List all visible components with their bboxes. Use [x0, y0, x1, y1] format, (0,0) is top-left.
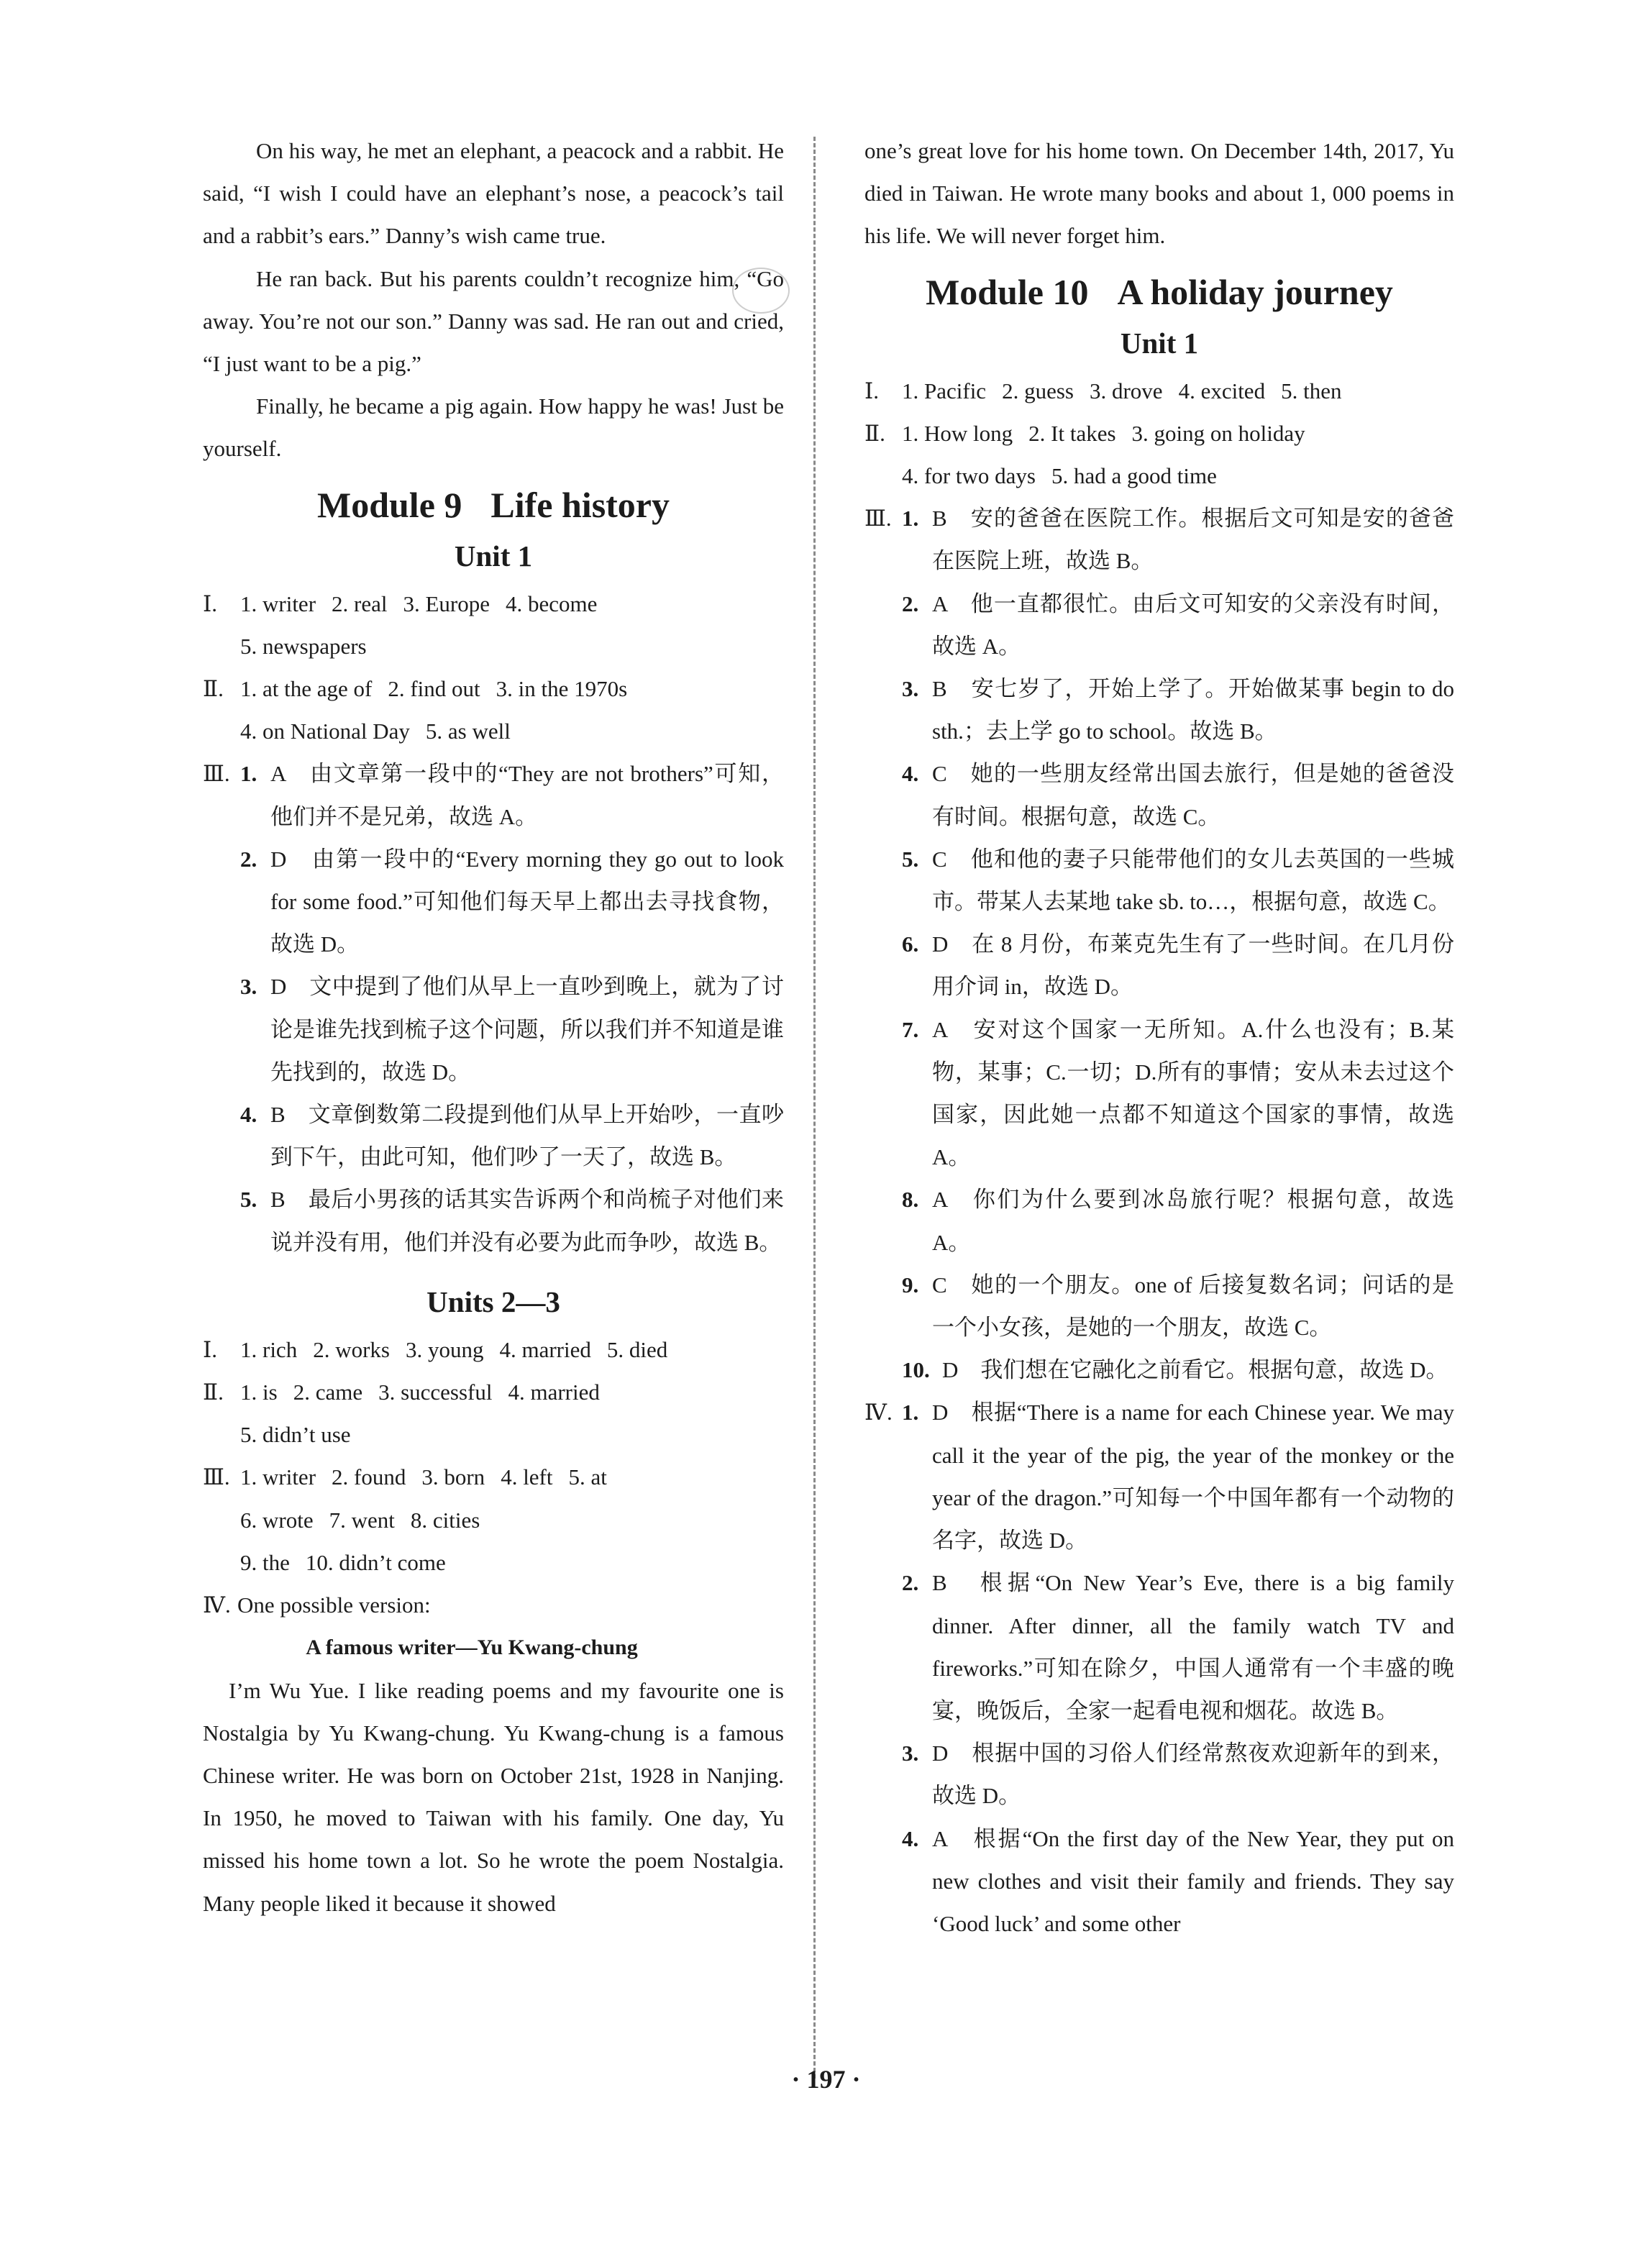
explanation-text: D 在 8 月份，布莱克先生有了一些时间。在几月份用介词 in，故选 D。: [932, 931, 1454, 1000]
question-number: 10.: [902, 1357, 930, 1383]
answer-explanation: [902, 583, 1454, 667]
answer-item: 4. married: [499, 1336, 591, 1362]
explanation-text: A 安对这个国家一无所知。A.什么也没有；B.某物，某事；C.一切；D.所有的事情；安从未去过这个国家，因此她一点都不知道这个国家的事情，故选 A。: [932, 1016, 1454, 1170]
answer-line: [902, 455, 1454, 497]
answer-item: 3. born: [421, 1464, 485, 1490]
answer-item: 1. at the age of: [240, 676, 373, 702]
essay-paragraph: I’m Wu Yue. I like reading poems and my favourite one is Nostalgia by Yu Kwang-chung. Yu Kwang-chung is a famous Chinese writer. He was born on October 21st, 1928 in Nanjing. In 1950, he moved to Taiwan with his family. One day, Yu missed his home town a lot. So he wrote the poem Nostalgia. Many people liked it because it showed: [203, 1677, 784, 1916]
module-10-number: Module 10: [926, 271, 1089, 312]
unit-1-heading: Unit 1: [1120, 326, 1199, 360]
answer-item: 3. young: [405, 1336, 484, 1362]
answer-line: [902, 370, 1454, 412]
module-9-heading: [203, 476, 784, 534]
answer-item: 5. as well: [425, 719, 511, 744]
section-2: [203, 1371, 784, 1456]
answer-item: 5. then: [1281, 378, 1342, 403]
left-column: [203, 129, 784, 1925]
explanation-text: A 你们为什么要到冰岛旅行呢？根据句意，故选 A。: [932, 1187, 1454, 1255]
question-number: 1.: [902, 1400, 919, 1426]
section-number: Ⅰ.: [864, 378, 879, 403]
answer-item: 1. writer: [240, 590, 316, 616]
answer-explanation: [902, 752, 1454, 837]
answer-explanation: [902, 1732, 1454, 1817]
explanation-text: C 他和他的妻子只能带他们的女儿去英国的一些城市。带某人去某地 take sb. to…，根据句意，故选 C。: [932, 846, 1454, 915]
explanation-text: D 根据“There is a name for each Chinese year. We may call it the year of the pig, the year of the monkey or the year of the dragon.”可知每一个中国年都有一个动物的名字，故选 D。: [932, 1400, 1454, 1554]
answer-item: 10. didn’t come: [305, 1549, 446, 1575]
section-3: [203, 752, 784, 1263]
explanation-text: A 由文章第一段中的“They are not brothers”可知，他们并不是兄弟，故选 A。: [270, 761, 784, 829]
answer-line: [240, 1371, 784, 1413]
answer-item: 2. came: [293, 1379, 363, 1405]
answer-explanation: [240, 1178, 784, 1263]
answer-item: 3. drove: [1089, 378, 1163, 403]
section-number: Ⅳ.: [864, 1400, 893, 1426]
answer-item: 4. on National Day: [240, 719, 410, 744]
essay-title: A famous writer—Yu Kwang-chung: [306, 1636, 638, 1660]
answer-line: [240, 1328, 784, 1371]
story-paragraph: He ran back. But his parents couldn’t recognize him, “Go away. You’re not our son.” Danny was sad. He ran out and cried, “I just want to be a pig.”: [203, 265, 784, 377]
answer-item: 5. at: [568, 1464, 607, 1490]
answer-explanation: [902, 838, 1454, 923]
answer-item: 4. for two days: [902, 463, 1036, 489]
answer-line: [240, 667, 784, 710]
question-number: 3.: [902, 1741, 919, 1766]
answer-item: 8. cities: [410, 1507, 480, 1533]
answer-item: 6. wrote: [240, 1507, 314, 1533]
module-9-number: Module 9: [317, 484, 462, 525]
question-number: 2.: [902, 590, 919, 616]
question-number: 2.: [902, 1570, 919, 1596]
answer-item: 4. become: [506, 590, 598, 616]
question-number: 1.: [240, 761, 257, 787]
section-number: Ⅲ.: [203, 761, 230, 787]
answer-item: 3. in the 1970s: [496, 676, 628, 702]
answer-item: 5. died: [606, 1336, 668, 1362]
answer-line: [902, 412, 1454, 455]
section-number: Ⅳ.: [203, 1592, 231, 1618]
answer-item: 1. Pacific: [902, 378, 987, 403]
explanation-text: B 文章倒数第二段提到他们从早上开始吵，一直吵到下午，由此可知，他们吵了一天了，故选 B。: [270, 1102, 784, 1170]
answer-line: [240, 625, 784, 667]
answer-item: 5. had a good time: [1051, 463, 1217, 489]
story-paragraph: On his way, he met an elephant, a peacock and a rabbit. He said, “I wish I could have an elephant’s nose, a peacock’s tail and a rabbit’s ears.” Danny’s wish came true.: [203, 138, 784, 249]
answer-line: [240, 1456, 784, 1498]
question-number: 4.: [902, 761, 919, 787]
question-number: 2.: [240, 846, 257, 872]
explanation-text: D 由第一段中的“Every morning they go out to look for some food.”可知他们每天早上都出去寻找食物，故选 D。: [270, 846, 784, 957]
answer-item: 4. left: [501, 1464, 553, 1490]
answer-explanation: [902, 1008, 1454, 1179]
answer-explanation: [902, 667, 1454, 752]
section-number: Ⅰ.: [203, 590, 217, 616]
answer-explanation: [902, 923, 1454, 1008]
question-number: 5.: [240, 1187, 257, 1213]
question-number: 3.: [240, 974, 257, 1000]
section-number: Ⅲ.: [203, 1464, 230, 1490]
question-number: 8.: [902, 1187, 919, 1213]
writing-intro: One possible version:: [237, 1592, 431, 1618]
question-number: 6.: [902, 931, 919, 957]
section-number: Ⅱ.: [203, 676, 224, 702]
explanation-text: D 文中提到了他们从早上一直吵到晚上，就为了讨论是谁先找到梳子这个问题，所以我们并不知道是谁先找到的，故选 D。: [270, 974, 784, 1085]
section-2: [864, 412, 1454, 497]
story-paragraph: Finally, he became a pig again. How happy he was! Just be yourself.: [203, 393, 784, 462]
answer-item: 7. went: [329, 1507, 395, 1533]
section-3: [864, 497, 1454, 1391]
answer-item: 2. find out: [388, 676, 480, 702]
module-9-title: Life history: [490, 484, 670, 525]
answer-item: 3. Europe: [403, 590, 490, 616]
answer-item: 2. found: [332, 1464, 406, 1490]
answer-explanation: [902, 497, 1454, 582]
answer-explanation: [240, 752, 784, 837]
answer-item: 2. guess: [1002, 378, 1074, 403]
answer-item: 1. writer: [240, 1464, 316, 1490]
answer-line: [240, 1413, 784, 1456]
units-2-3-heading: Units 2—3: [426, 1285, 560, 1318]
answer-line: [240, 710, 784, 752]
question-number: 5.: [902, 846, 919, 872]
answer-item: 2. real: [332, 590, 388, 616]
section-4: [864, 1391, 1454, 1945]
answer-item: 9. the: [240, 1549, 290, 1575]
unit-1-heading: Unit 1: [454, 539, 533, 573]
answer-item: 4. excited: [1178, 378, 1266, 403]
answer-item: 2. It takes: [1028, 420, 1116, 446]
question-number: 3.: [902, 676, 919, 702]
answer-explanation: [240, 965, 784, 1093]
explanation-text: B 安的爸爸在医院工作。根据后文可知是安的爸爸在医院上班，故选 B。: [932, 506, 1454, 574]
answer-line: [240, 1541, 784, 1584]
answer-item: 5. didn’t use: [240, 1422, 351, 1448]
answer-explanation: [902, 1561, 1454, 1732]
answer-explanation: [240, 1093, 784, 1178]
column-divider: [813, 137, 816, 2079]
answer-line: [240, 1499, 784, 1541]
section-number: Ⅰ.: [203, 1336, 217, 1362]
section-1: [203, 583, 784, 667]
section-4: [203, 1584, 784, 1626]
explanation-text: A 根据“On the first day of the New Year, they put on new clothes and visit their family and friends. They say ‘Good luck’ and some other: [932, 1825, 1454, 1936]
question-number: 1.: [902, 506, 919, 532]
section-2: [203, 667, 784, 752]
module-10-heading: [864, 263, 1454, 321]
answer-item: 2. works: [313, 1336, 390, 1362]
page-number: · 197 ·: [791, 2065, 861, 2094]
question-number: 4.: [902, 1825, 919, 1851]
answer-explanation: [240, 838, 784, 966]
module-10-title: A holiday journey: [1117, 271, 1393, 312]
answer-item: 5. newspapers: [240, 633, 367, 659]
right-column: [864, 129, 1454, 1945]
section-1: [864, 370, 1454, 412]
answer-explanation: [902, 1817, 1454, 1946]
explanation-text: C 她的一些朋友经常出国去旅行，但是她的爸爸没有时间。根据句意，故选 C。: [932, 761, 1454, 829]
essay-continuation: one’s great love for his home town. On December 14th, 2017, Yu died in Taiwan. He wrote many books and about 1, 000 poems in his life. We will never forget him.: [864, 138, 1454, 249]
question-number: 9.: [902, 1272, 919, 1297]
answer-line: [240, 583, 784, 625]
answer-explanation: [902, 1391, 1454, 1561]
explanation-text: D 根据中国的习俗人们经常熬夜欢迎新年的到来，故选 D。: [932, 1741, 1454, 1809]
explanation-text: B 根据“On New Year’s Eve, there is a big family dinner. After dinner, all the family watch TV and fireworks.”可知在除夕，中国人通常有一个丰盛的晚宴，晚饭后，全家一起看电视和烟花。故选 B。: [932, 1570, 1454, 1723]
section-number: Ⅱ.: [203, 1379, 224, 1405]
section-3: [203, 1456, 784, 1584]
explanation-text: C 她的一个朋友。one of 后接复数名词；问话的是一个小女孩，是她的一个朋友，故选 C。: [932, 1272, 1454, 1341]
answer-explanation: [902, 1264, 1454, 1349]
answer-explanation: [902, 1349, 1454, 1391]
question-number: 7.: [902, 1016, 919, 1042]
explanation-text: D 我们想在它融化之前看它。根据句意，故选 D。: [942, 1357, 1448, 1383]
question-number: 4.: [240, 1102, 257, 1128]
section-number: Ⅱ.: [864, 420, 885, 446]
answer-item: 1. is: [240, 1379, 278, 1405]
section-1: [203, 1328, 784, 1371]
section-number: Ⅲ.: [864, 506, 892, 532]
answer-item: 1. How long: [902, 420, 1013, 446]
answer-item: 1. rich: [240, 1336, 298, 1362]
answer-item: 4. married: [508, 1379, 600, 1405]
answer-item: 3. successful: [378, 1379, 493, 1405]
answer-explanation: [902, 1178, 1454, 1263]
explanation-text: A 他一直都很忙。由后文可知安的父亲没有时间，故选 A。: [932, 590, 1454, 659]
explanation-text: B 安七岁了，开始上学了。开始做某事 begin to do sth.；去上学 go to school。故选 B。: [932, 676, 1454, 744]
answer-item: 3. going on holiday: [1131, 420, 1305, 446]
explanation-text: B 最后小男孩的话其实告诉两个和尚梳子对他们来说并没有用，他们并没有必要为此而争吵，故选 B。: [270, 1187, 784, 1255]
